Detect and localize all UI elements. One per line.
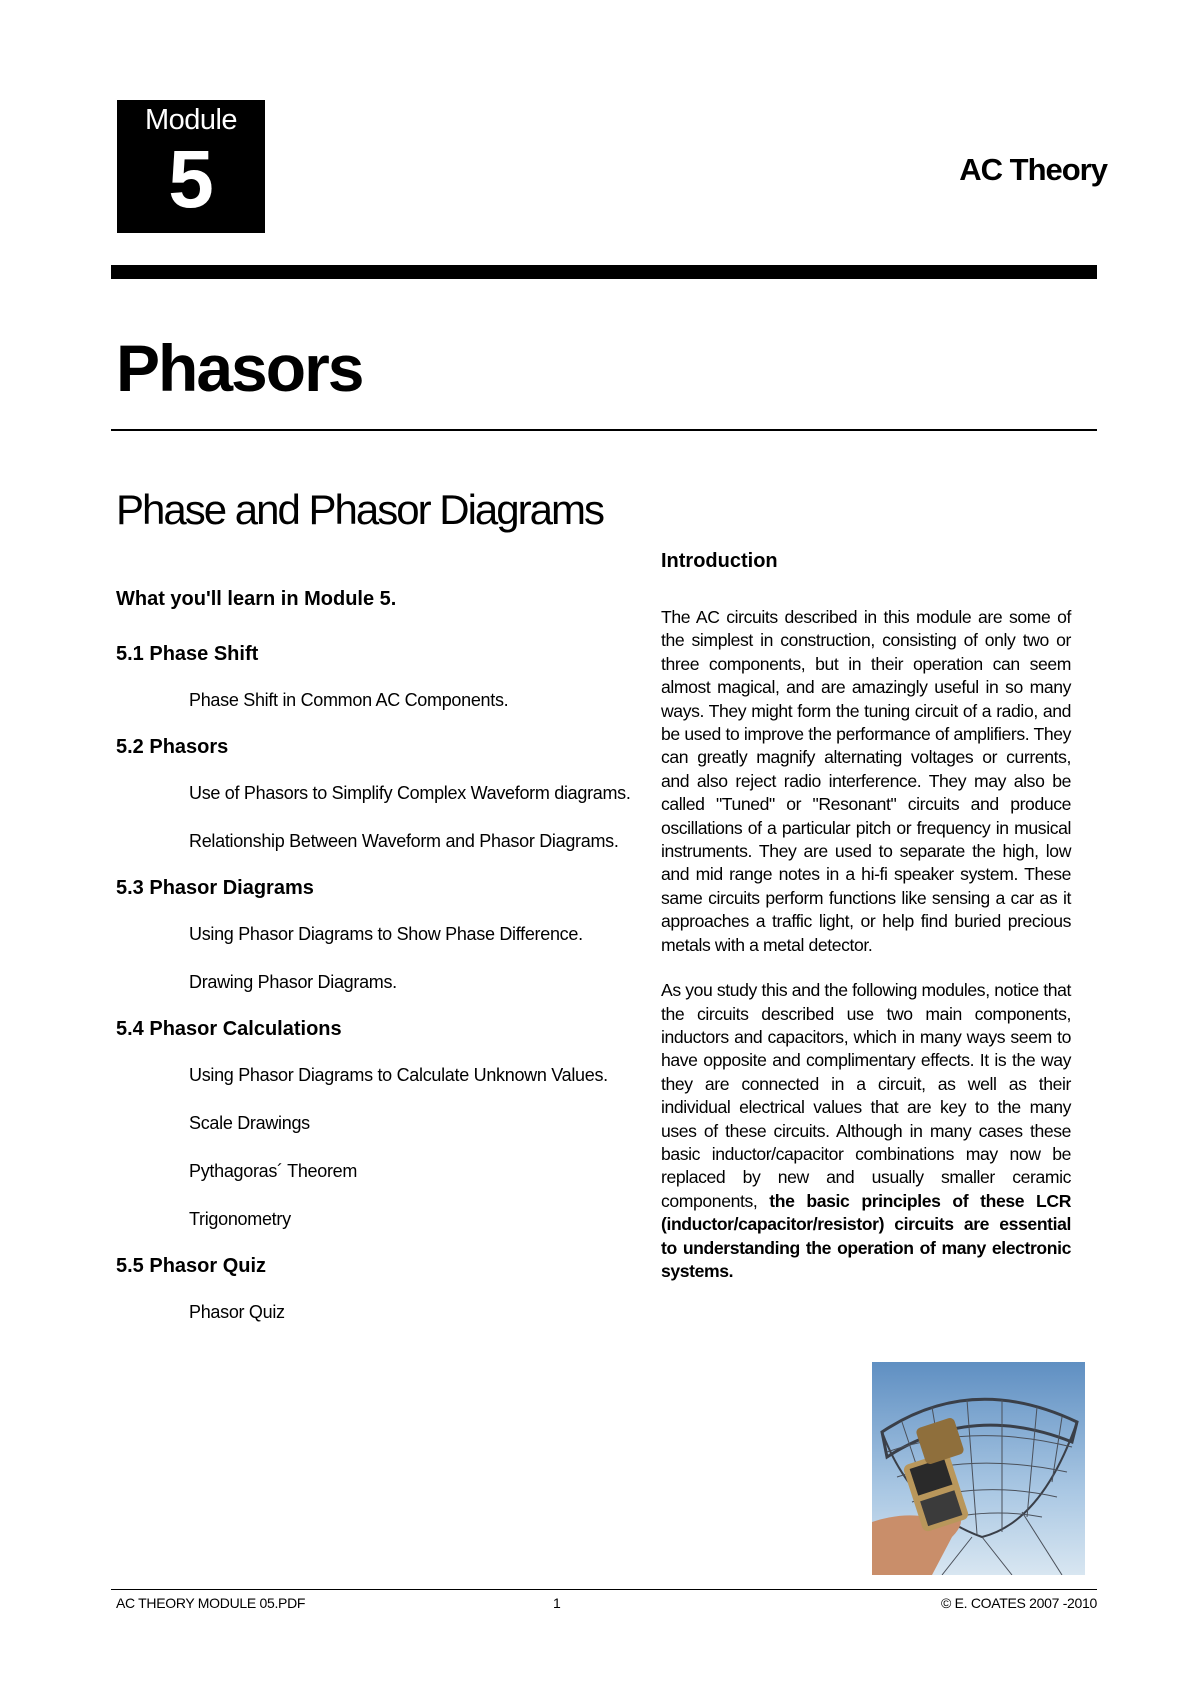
footer-filename: AC THEORY MODULE 05.PDF <box>116 1595 306 1611</box>
series-title: AC Theory <box>959 152 1107 187</box>
topic-item: Drawing Phasor Diagrams. <box>189 972 397 992</box>
topic-heading: 5.3 Phasor Diagrams <box>116 877 314 899</box>
topic-item: Phase Shift in Common AC Components. <box>189 690 509 710</box>
topic-item: Scale Drawings <box>189 1113 310 1133</box>
topic-heading: 5.2 Phasors <box>116 736 229 758</box>
intro-paragraph-2 <box>661 979 1071 1283</box>
module-badge <box>117 100 265 233</box>
module-number: 5 <box>168 134 214 225</box>
radio-telescope-phone-photo <box>872 1362 1085 1575</box>
learning-heading: What you'll learn in Module 5. <box>116 588 397 610</box>
header-divider <box>111 265 1097 279</box>
section-title: Phase and Phasor Diagrams <box>116 486 603 533</box>
intro-paragraph-2-emphasis: the basic principles of these LCR (inductor/capacitor/resistor) circuits are essential to understanding the operation of many electronic systems. <box>661 1190 1072 1281</box>
topic-heading: 5.1 Phase Shift <box>116 643 259 665</box>
intro-paragraph-2-text: As you study this and the following modules, notice that the circuits described use two main components, inductors and capacitors, which in many ways seem to have opposite and complimentary effects. It is the way they are connected in a circuit, as well as their individual electrical values that are key to the many uses of these circuits. Although in many cases these basic inductor/capacitor combinations may now be replaced by new and usually smaller ceramic components, <box>661 980 1071 1211</box>
page-number: 1 <box>553 1595 561 1611</box>
topic-item: Using Phasor Diagrams to Show Phase Difference. <box>189 924 583 944</box>
footer-divider <box>111 1589 1097 1590</box>
learning-objectives <box>116 588 631 1348</box>
topic-item: Using Phasor Diagrams to Calculate Unknown Values. <box>189 1065 608 1085</box>
title-divider <box>111 429 1097 431</box>
module-label: Module <box>144 104 238 136</box>
intro-heading: Introduction <box>661 550 778 572</box>
intro-paragraph-1: The AC circuits described in this module are some of the simplest in construction, consisting of only two or three components, but in their operation can seem almost magical, and are amazingly useful in so many ways. They might form the tuning circuit of a radio, and be used to improve the performance of amplifiers. They can greatly magnify alternating voltages or currents, and also reject radio interference. They may also be called "Tuned" or "Resonant" circuits and produce oscillations of a particular pitch or frequency in musical instruments. They are used to separate the high, low and mid range notes in a hi-fi speaker system. These same circuits perform functions like sensing a car as it approaches a traffic light, or help find buried precious metals with a metal detector. <box>661 607 1071 955</box>
photo-illustration <box>872 1362 1085 1575</box>
introduction <box>661 550 1071 1305</box>
topic-item: Relationship Between Waveform and Phasor Diagrams. <box>189 831 619 851</box>
topic-item: Phasor Quiz <box>189 1302 285 1322</box>
footer-copyright: © E. COATES 2007 -2010 <box>941 1595 1097 1611</box>
topic-item: Use of Phasors to Simplify Complex Waveform diagrams. <box>189 783 631 803</box>
topic-heading: 5.5 Phasor Quiz <box>116 1255 267 1277</box>
topic-heading: 5.4 Phasor Calculations <box>116 1018 342 1040</box>
topic-item: Trigonometry <box>189 1209 291 1229</box>
topic-item: Pythagoras´ Theorem <box>189 1161 358 1181</box>
page-title: Phasors <box>116 331 363 405</box>
